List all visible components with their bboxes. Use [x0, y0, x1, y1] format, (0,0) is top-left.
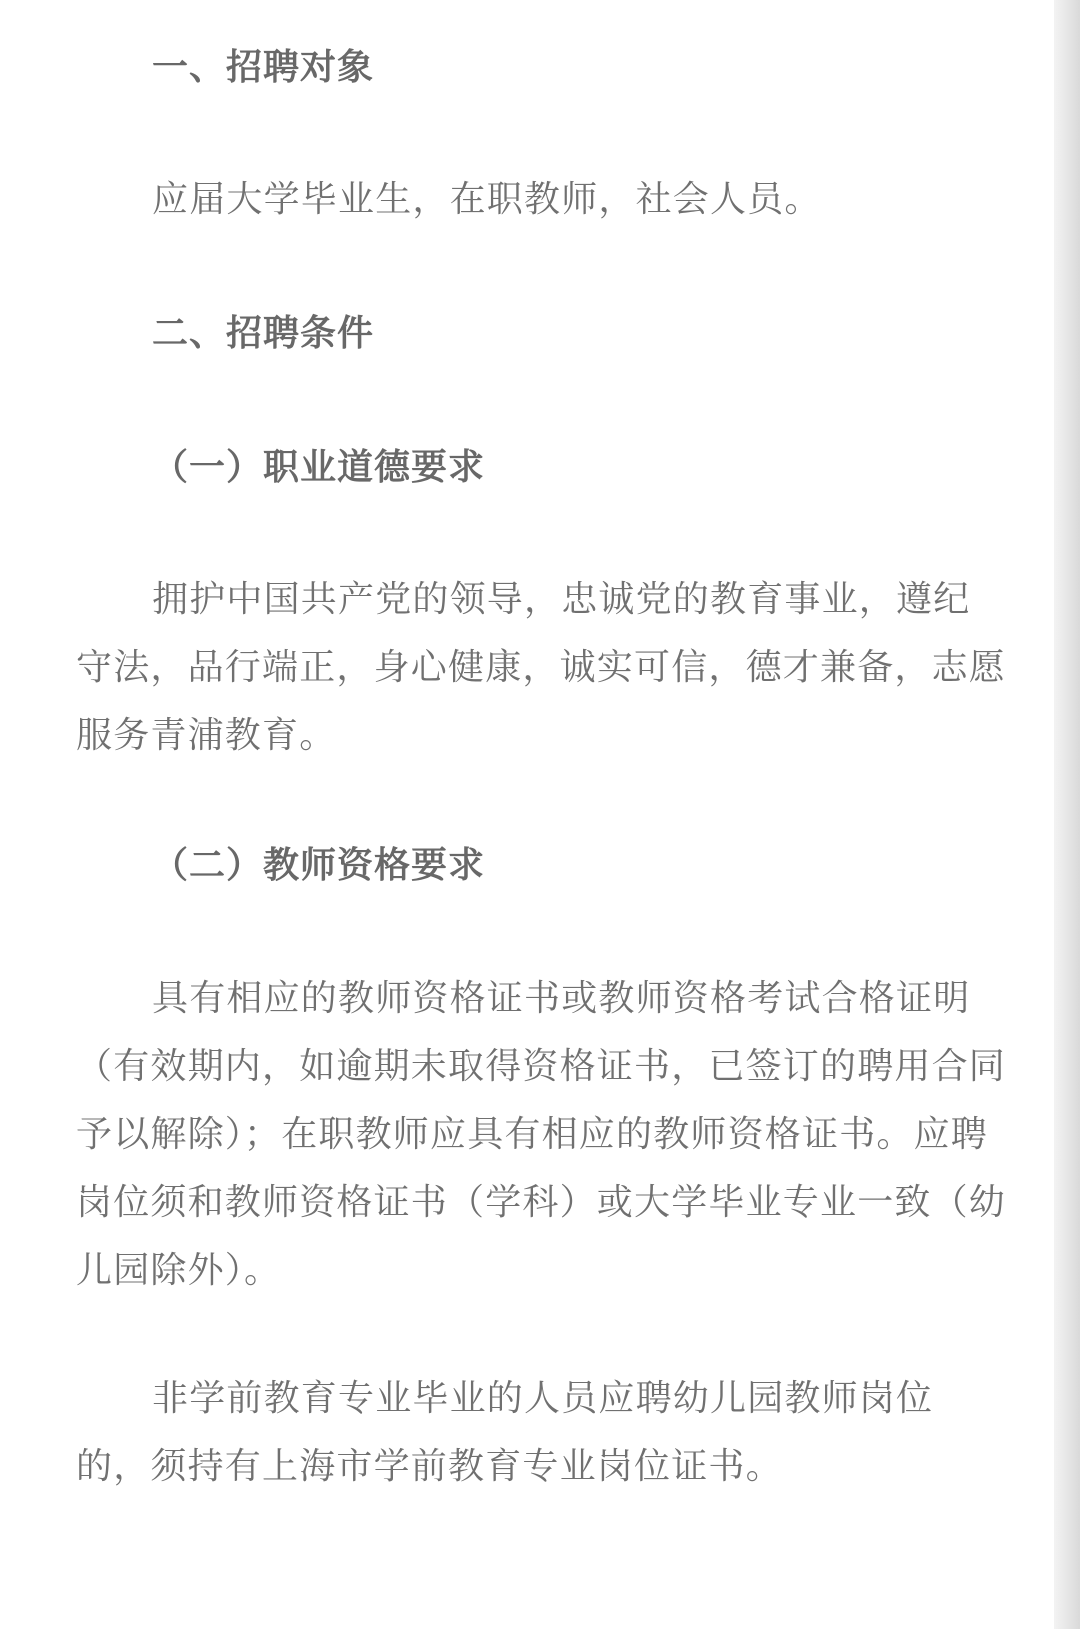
paragraph-recruitment-target: 应届大学毕业生，在职教师，社会人员。 — [152, 179, 822, 220]
paragraph-teacher-qualification: 具有相应的教师资格证书或教师资格考试合格证明（有效期内，如逾期未取得资格证书，已签订的聘用合同予以解除）；在职教师应具有相应的教师资格证书。应聘岗位须和教师资格证书（学科）或大学毕业专业一致（幼儿园除外）。 — [76, 978, 1007, 1291]
paragraph-professional-ethics: 拥护中国共产党的领导，忠诚党的教育事业，遵纪守法，品行端正，身心健康，诚实可信，德才兼备，志愿服务青浦教育。 — [76, 579, 1007, 756]
page-edge-shadow — [1054, 0, 1080, 1629]
subheading-teacher-qualification: （二）教师资格要求 — [152, 845, 486, 886]
section-heading-recruitment-conditions: 二、招聘条件 — [152, 313, 375, 354]
subheading-professional-ethics: （一）职业道德要求 — [152, 447, 486, 488]
section-heading-recruitment-target: 一、招聘对象 — [152, 47, 375, 88]
paragraph-kindergarten-certificate: 非学前教育专业毕业的人员应聘幼儿园教师岗位的，须持有上海市学前教育专业岗位证书。 — [76, 1378, 934, 1487]
